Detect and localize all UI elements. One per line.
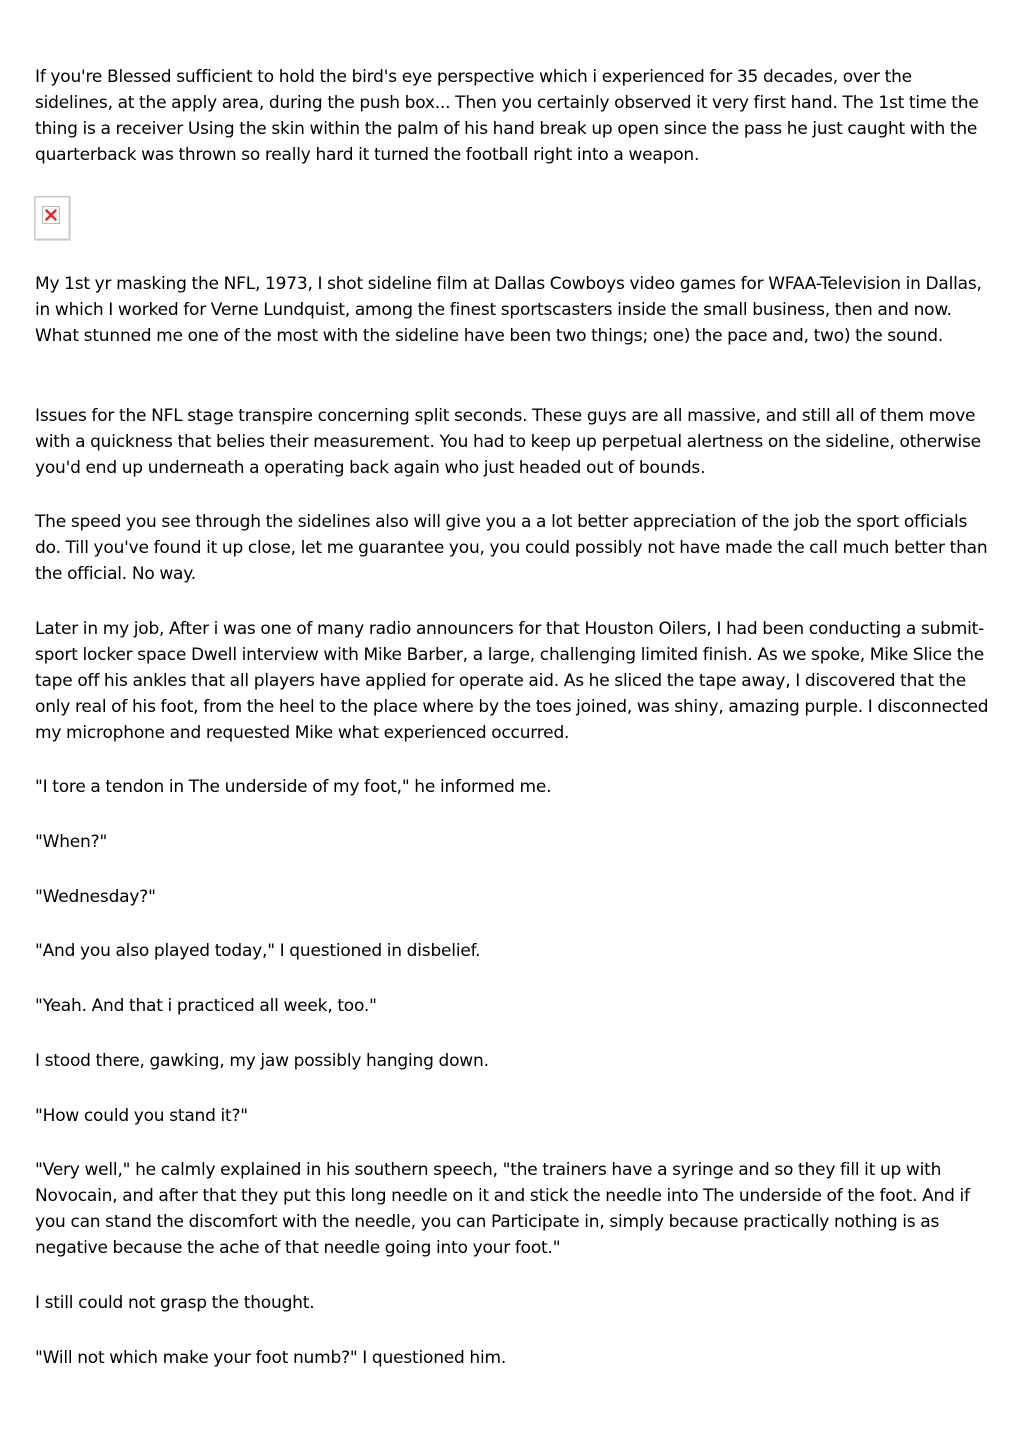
paragraph-split-seconds: Issues for the NFL stage transpire concerning split seconds. These guys are all massive, and still all of them move with a quickness that belies their measurement. You had to keep up perpetual alertness on the sideline, otherwise you'd end up underneath a operating back again who just headed out of bounds. — [35, 406, 981, 478]
paragraph-numb: "Will not which make your foot numb?" I questioned him. — [35, 1348, 507, 1368]
paragraph-wednesday: "Wednesday?" — [35, 887, 156, 907]
paragraph-novocain: "Very well," he calmly explained in his southern speech, "the trainers have a syringe and so they fill it up with Novocain, and after that they put this long needle on it and stick the needle into The underside of the foot. And if you can stand the discomfort with the needle, you can Participate in, simply because practically nothing is as negative because the ache of that needle going into your foot." — [35, 1160, 970, 1258]
paragraph-officials: The speed you see through the sidelines also will give you a a lot better appreciation of the job the sport officials do. Till you've found it up close, let me guarantee you, you could possibly not have made the call much better than the official. No way. — [35, 512, 988, 584]
paragraph-grasp: I still could not grasp the thought. — [35, 1293, 315, 1313]
paragraph-tendon: "I tore a tendon in The underside of my foot," he informed me. — [35, 777, 552, 797]
broken-image-icon — [34, 196, 70, 240]
paragraph-played-today: "And you also played today," I questioned in disbelief. — [35, 941, 481, 961]
close-icon — [45, 209, 57, 221]
paragraph-practiced: "Yeah. And that i practiced all week, too." — [35, 996, 377, 1016]
paragraph-oilers: Later in my job, After i was one of many radio announcers for that Houston Oilers, I had been conducting a submit-sport locker space Dwell interview with Mike Barber, a large, challenging limited finish. As we spoke, Mike Slice the tape off his ankles that all players have applied for operate aid. As he sliced the tape away, I discovered that the only real of his foot, from the heel to the place where by the toes joined, was shiny, amazing purple. I disconnected my microphone and requested Mike what experienced occurred. — [35, 619, 989, 743]
paragraph-first-year: My 1st yr masking the NFL, 1973, I shot sideline film at Dallas Cowboys video games for WFAA-Television in Dallas, in which I worked for Verne Lundquist, among the finest sportscasters inside the small business, then and now. What stunned me one of the most with the sideline have been two things; one) the pace and, two) the sound. — [35, 274, 982, 346]
paragraph-gawking: I stood there, gawking, my jaw possibly hanging down. — [35, 1051, 489, 1071]
paragraph-intro: If you're Blessed sufficient to hold the bird's eye perspective which i experienced for 35 decades, over the sidelines, at the apply area, during the push box... Then you certainly observed it very first hand. The 1st time the thing is a receiver Using the skin within the palm of his hand break up open since the pass he just caught with the quarterback was thrown so really hard it turned the football right into a weapon. — [35, 67, 979, 165]
image-glyph — [42, 206, 60, 224]
paragraph-stand-it: "How could you stand it?" — [35, 1106, 248, 1126]
paragraph-when: "When?" — [35, 832, 108, 852]
